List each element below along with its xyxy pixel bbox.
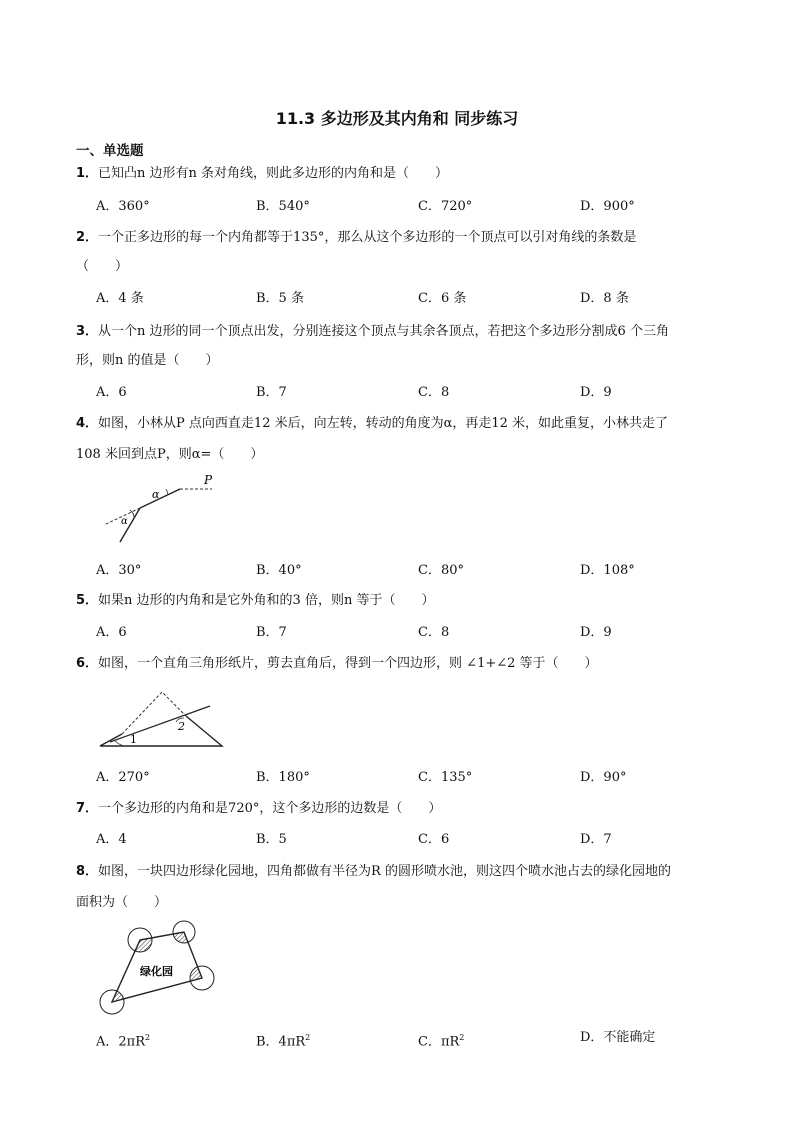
option-b: B．$4\pi R^2$ <box>256 1033 311 1050</box>
question-text: 如果n 边形的内角和是它外角和的3 倍，则n 等于（ ） <box>98 593 435 608</box>
question-number: 2． <box>76 230 99 245</box>
question-number: 5． <box>76 593 99 608</box>
option-d: D．90° <box>580 770 627 785</box>
option-c: C．6 条 <box>418 291 467 306</box>
page-title: 11.3 多边形及其内角和 同步练习 <box>275 109 519 128</box>
question-text: 一个多边形的内角和是720°，这个多边形的边数是（ ） <box>98 801 442 816</box>
question-continuation: 面积为（ ） <box>76 895 168 910</box>
option-b: B．7 <box>256 385 287 400</box>
question-8 <box>76 863 671 881</box>
label-alpha: α <box>121 516 128 527</box>
option-b: B．180° <box>256 770 310 785</box>
option-a: A．6 <box>96 625 127 640</box>
garden-quadrilateral-figure <box>94 920 218 1016</box>
option-d: D．108° <box>580 563 635 578</box>
label-p: P <box>204 473 213 487</box>
question-3 <box>76 323 669 341</box>
option-d: D．8 条 <box>580 291 629 306</box>
question-text: 如图，一个直角三角形纸片，剪去直角后，得到一个四边形，则 ∠1+∠2 等于（ ） <box>98 656 598 671</box>
option-c: C．135° <box>418 770 473 785</box>
option-d: D．9 <box>580 625 612 640</box>
option-d: D．不能确定 <box>580 1030 656 1045</box>
label-2: 2 <box>178 720 185 733</box>
option-b: B．7 <box>256 625 287 640</box>
option-d: D．9 <box>580 385 612 400</box>
option-a: A．30° <box>96 563 142 578</box>
question-text: 已知凸n 边形有n 条对角线，则此多边形的内角和是（ ） <box>98 166 449 181</box>
garden-label: 绿化园 <box>140 965 173 978</box>
question-4 <box>76 415 668 433</box>
question-2 <box>76 229 636 247</box>
question-text: 从一个n 边形的同一个顶点出发，分别连接这个顶点与其余各顶点，若把这个多边形分割成6 个三角 <box>98 324 669 339</box>
triangle-cut-figure <box>96 686 228 750</box>
superscript: 2 <box>459 1033 465 1042</box>
option-c: C．720° <box>418 199 473 214</box>
superscript: 2 <box>145 1033 151 1042</box>
question-6 <box>76 655 598 673</box>
question-text: 如图，一块四边形绿化园地，四角都做有半径为R 的圆形喷水池，则这四个喷水池占去的绿化园地的 <box>98 864 671 879</box>
option-a: A．360° <box>96 199 150 214</box>
superscript: 2 <box>305 1033 311 1042</box>
option-d: D．7 <box>580 832 612 847</box>
walking-path-figure <box>100 472 230 546</box>
option-d: D．900° <box>580 199 635 214</box>
question-7 <box>76 800 441 818</box>
option-b: B．5 条 <box>256 291 304 306</box>
option-c: C．8 <box>418 625 450 640</box>
option-b: B．540° <box>256 199 310 214</box>
option-c: C．80° <box>418 563 464 578</box>
option-c: C．6 <box>418 832 450 847</box>
question-continuation: （ ） <box>76 259 129 274</box>
option-c: C．8 <box>418 385 450 400</box>
option-a: A．4 <box>96 832 127 847</box>
question-5 <box>76 592 434 610</box>
option-c: C．$\pi R^2$ <box>418 1033 465 1050</box>
question-number: 6． <box>76 656 99 671</box>
question-continuation: 108 米回到点P，则α=（ ） <box>76 447 264 462</box>
option-a: A．6 <box>96 385 127 400</box>
question-number: 8． <box>76 864 99 879</box>
option-a: A．4 条 <box>96 291 144 306</box>
section-heading: 一、单选题 <box>76 143 144 159</box>
question-continuation: 形，则n 的值是（ ） <box>76 353 219 368</box>
question-number: 4． <box>76 416 99 431</box>
question-number: 7． <box>76 801 99 816</box>
question-number: 1． <box>76 166 99 181</box>
label-1: 1 <box>130 733 137 746</box>
question-1 <box>76 165 448 183</box>
question-text: 如图，小林从P 点向西直走12 米后，向左转，转动的角度为α，再走12 米，如此重复，小林共走了 <box>98 416 669 431</box>
question-text: 一个正多边形的每一个内角都等于135°，那么从这个多边形的一个顶点可以引对角线的条数是 <box>98 230 637 245</box>
label-alpha: α <box>152 488 160 501</box>
question-number: 3． <box>76 324 99 339</box>
option-b: B．40° <box>256 563 302 578</box>
option-b: B．5 <box>256 832 287 847</box>
option-a: A．$2\pi R^2$ <box>96 1033 151 1050</box>
option-a: A．270° <box>96 770 150 785</box>
